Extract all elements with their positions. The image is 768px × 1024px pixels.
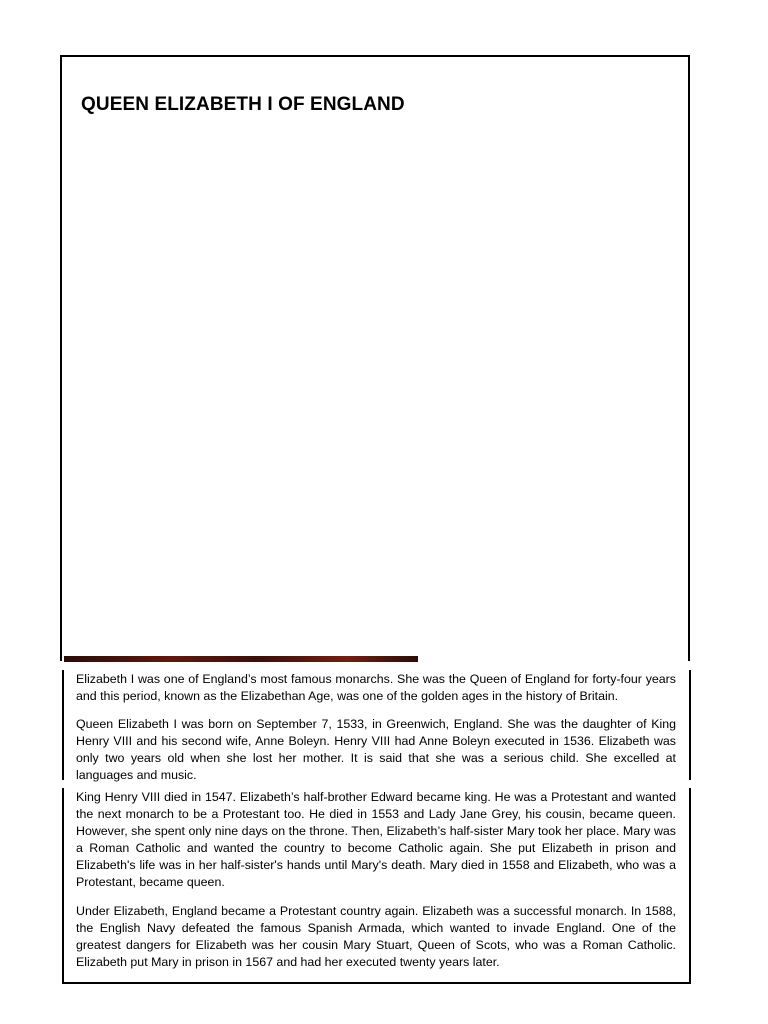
paragraph-birth: Queen Elizabeth I was born on September 7, 1533, in Greenwich, England. She was the daughter of King Henry VIII and his second wife, Anne Boleyn. Henry VIII had Anne Boleyn executed in 1536. Elizabeth was only two years old when she lost her mother. It is said that she was a serious child. She excelled at languages and music. <box>76 717 676 782</box>
text-block-1 <box>62 668 691 780</box>
block-border-right <box>689 670 691 780</box>
paragraph-reign: Under Elizabeth, England became a Protestant country again. Elizabeth was a successful monarch. In 1588, the English Navy defeated the famous Spanish Armada, which wanted to invade England. One of the greatest dangers for Elizabeth was her cousin Mary Stuart, Queen of Scots, who was a Roman Catholic. Elizabeth put Mary in prison in 1567 and had her executed twenty years later. <box>76 904 676 969</box>
paragraph-intro: Elizabeth I was one of England’s most famous monarchs. She was the Queen of England for forty-four years and this period, known as the Elizabethan Age, was one of the golden ages in the history of Britain. <box>76 672 676 703</box>
block-border-left <box>62 788 64 982</box>
paragraph-succession: King Henry VIII died in 1547. Elizabeth’s half-brother Edward became king. He was a Protestant and wanted the next monarch to be a Protestant too. He died in 1553 and Lady Jane Grey, his cousin, became queen. However, she spent only nine days on the throne. Then, Elizabeth’s half-sister Mary took her place. Mary was a Roman Catholic and wanted the country to become Catholic again. She put Elizabeth in prison and Elizabeth's life was in her half-sister's hands until Mary's death. Mary died in 1558 and Elizabeth, who was a Protestant, became queen. <box>76 790 676 889</box>
block-border-left <box>62 670 64 780</box>
portrait-image-edge <box>64 656 418 662</box>
text-block-2 <box>62 786 691 984</box>
block-border-right <box>689 788 691 982</box>
title-frame <box>60 55 690 661</box>
page-title: QUEEN ELIZABETH I OF ENGLAND <box>81 94 405 115</box>
